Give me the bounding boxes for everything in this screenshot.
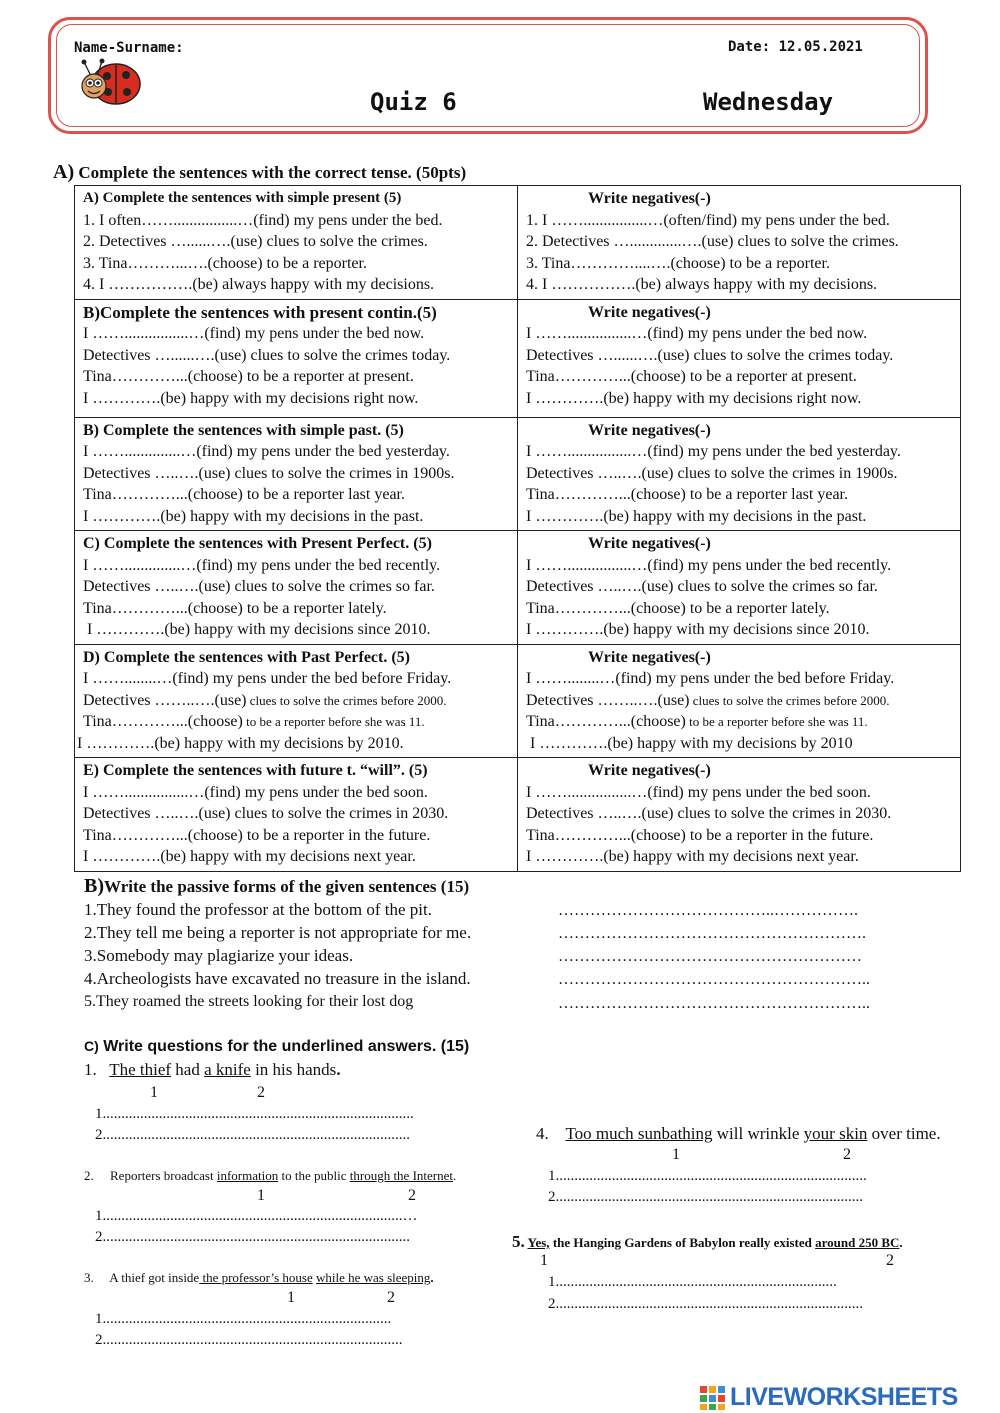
underlined-answer: a knife — [204, 1060, 251, 1079]
sentence-line: Tina…………...(choose) to be a reporter last year. — [526, 486, 848, 503]
answer-line[interactable]: 1........................................................................... — [548, 1274, 837, 1290]
question-text: . — [430, 1270, 434, 1285]
sentence-line: Tina…………...(choose) to be a reporter lately. — [83, 599, 387, 617]
mark-1: 1 — [287, 1289, 295, 1306]
negatives-title: Write negatives(-) — [588, 190, 711, 207]
sentence-line: Tina…………...(choose) to be a reporter in the future. — [526, 826, 874, 844]
question-text: . — [453, 1168, 457, 1183]
block-left — [75, 758, 518, 872]
block-left — [75, 417, 518, 531]
sentence-line: I ……................…(find) my pens under the bed soon. — [83, 783, 428, 801]
question-3 — [84, 1270, 434, 1286]
block-right — [518, 417, 961, 531]
negatives-title: Write negatives(-) — [588, 421, 711, 439]
sentence-line: I ……................…(find) my pens under the bed recently. — [526, 556, 892, 574]
sentence-part-small: to be a reporter before she was 11. — [242, 714, 425, 729]
underlined-answer: Too much sunbathing — [565, 1124, 713, 1143]
name-surname-label: Name-Surname: — [74, 40, 184, 56]
block-present-perfect — [75, 531, 961, 645]
sentence-line: Detectives …......….(use) clues to solve the crimes today. — [83, 346, 451, 364]
answer-line[interactable]: …………………………………..……………. — [558, 902, 858, 919]
question-text: over time. — [867, 1124, 941, 1143]
date-label: Date: 12.05.2021 — [728, 39, 863, 55]
block-left — [75, 299, 518, 417]
sentence-line: I ………….(be) happy with my decisions next year. — [526, 848, 859, 865]
sentence-line: I ……..............…(find) my pens under the bed yesterday. — [83, 443, 450, 460]
mark-1: 1 — [672, 1146, 680, 1163]
sentence-line: 3. Tina…………....….(choose) to be a reporter. — [526, 254, 830, 272]
sentence-line — [83, 690, 509, 712]
section-a-title-text: Complete the sentences with the correct tense. (50pts) — [78, 163, 467, 182]
question-number: 5. — [512, 1232, 525, 1251]
block-title: C) Complete the sentences with Present Perfect. (5) — [83, 535, 432, 552]
question-number: 3. — [84, 1270, 94, 1285]
sentence-line: 2. Detectives ….............….(use) clues to solve the crimes. — [526, 233, 899, 250]
underlined-answer: while he was sleeping — [315, 1270, 431, 1285]
question-5 — [512, 1232, 903, 1252]
question-1 — [84, 1060, 341, 1080]
sentence-line: I ………….(be) happy with my decisions right now. — [526, 389, 862, 407]
underlined-answer: The thief — [109, 1060, 172, 1079]
sentence-part: Detectives ……..….(use) — [526, 691, 690, 709]
passive-sentence: 1.They found the professor at the bottom of the pit. — [84, 900, 432, 919]
sentence-line: I ………….(be) happy with my decisions since 2010. — [83, 621, 431, 638]
day-label: Wednesday — [703, 88, 834, 116]
sentence-line: 3. Tina………...….(choose) to be a reporter. — [83, 254, 367, 272]
brand-name: LIVEWORKSHEETS — [730, 1383, 958, 1411]
sentence-line: Tina…………...(choose) to be a reporter at present. — [526, 368, 857, 385]
negatives-title: Write negatives(-) — [588, 648, 711, 666]
mark-2: 2 — [408, 1187, 416, 1204]
question-text: Reporters broadcast — [110, 1168, 217, 1183]
block-right — [518, 299, 961, 417]
section-c-title — [84, 1038, 469, 1056]
question-4 — [536, 1124, 941, 1144]
sentence-line: I ……................…(find) my pens under the bed now. — [526, 325, 868, 342]
block-left — [75, 186, 518, 300]
block-simple-past — [75, 417, 961, 531]
answer-line[interactable]: 1................................................................................... — [548, 1168, 867, 1184]
question-text: to the public — [278, 1168, 350, 1183]
block-right — [518, 531, 961, 645]
sentence-line: I ………….(be) happy with my decisions in the past. — [526, 507, 867, 525]
sentence-line: I ……..............…(find) my pens under the bed recently. — [83, 556, 441, 574]
underlined-answer: the professor’s house — [199, 1270, 313, 1285]
question-number: 4. — [536, 1124, 549, 1143]
answer-line[interactable]: 2................................................................................ — [95, 1332, 403, 1348]
sentence-line: I ………….(be) happy with my decisions right now. — [83, 389, 419, 407]
block-right — [518, 644, 961, 758]
block-simple-present — [75, 186, 961, 300]
sentence-line: 1. I ……................…(often/find) my pens under the bed. — [526, 211, 890, 229]
passive-sentence: 5.They roamed the streets looking for their lost dog — [84, 993, 414, 1010]
sentence-line: Tina…………...(choose) to be a reporter in the future. — [83, 826, 431, 844]
sentence-line: I ………….(be) happy with my decisions by 2010. — [77, 734, 404, 752]
underlined-answer: Yes, — [527, 1235, 550, 1250]
question-text: the Hanging Gardens of Babylon really existed — [549, 1235, 816, 1250]
section-c-letter: C) — [84, 1038, 99, 1054]
sentence-line: 4. I …………….(be) always happy with my decisions. — [83, 276, 435, 293]
mark-1: 1 — [540, 1252, 548, 1269]
answer-line[interactable]: ………………………………………………….. — [558, 971, 870, 988]
mark-2: 2 — [843, 1146, 851, 1163]
section-b-title-text: Write the passive forms of the given sentences (15) — [104, 877, 470, 896]
block-present-continuous — [75, 299, 961, 417]
sentence-line: 4. I …………….(be) always happy with my decisions. — [526, 276, 878, 293]
answer-line[interactable]: 1............................................................................. — [95, 1311, 392, 1327]
sentence-line: Detectives …..….(use) clues to solve the crimes in 1900s. — [83, 464, 455, 482]
sentence-part-small: to be a reporter before she was 11. — [685, 714, 868, 729]
negatives-title: Write negatives(-) — [588, 303, 711, 321]
sentence-line: Detectives …..….(use) clues to solve the crimes so far. — [83, 578, 435, 595]
answer-line[interactable]: 1................................................................................… — [95, 1208, 418, 1224]
sentence-line: Tina…………...(choose) to be a reporter at present. — [83, 368, 414, 385]
mark-1: 1 — [257, 1187, 265, 1204]
logo-grid-icon — [700, 1386, 726, 1410]
sentence-line: Tina…………...(choose) to be a reporter lately. — [526, 599, 830, 617]
sentence-line: I ……................…(find) my pens under the bed yesterday. — [526, 443, 901, 460]
sentence-line: I ………….(be) happy with my decisions since 2010. — [526, 621, 870, 638]
block-left — [75, 531, 518, 645]
sentence-line: I ………….(be) happy with my decisions next year. — [83, 848, 416, 865]
sentence-line: 2. Detectives …......….(use) clues to solve the crimes. — [83, 233, 428, 250]
section-a-title — [53, 161, 466, 184]
question-text: A thief got inside — [109, 1270, 200, 1285]
sentence-part: Tina…………...(choose) — [83, 713, 243, 730]
sentence-line: I ………….(be) happy with my decisions by 2010 — [526, 734, 853, 752]
question-text: will wrinkle — [712, 1124, 804, 1143]
sentence-line: Detectives …..….(use) clues to solve the crimes so far. — [526, 578, 878, 595]
question-text: . — [899, 1235, 903, 1250]
underlined-answer: information — [216, 1168, 279, 1183]
answer-line[interactable]: 2.................................................................................. — [95, 1127, 410, 1143]
question-text: in his hands — [250, 1060, 337, 1079]
underlined-answer: around 250 BC — [815, 1235, 900, 1250]
sentence-line: Detectives …..….(use) clues to solve the crimes in 1900s. — [526, 464, 898, 482]
mark-1: 1 — [150, 1084, 158, 1101]
mark-2: 2 — [387, 1289, 395, 1306]
section-a-letter: A) — [53, 161, 75, 183]
question-number: 1. — [84, 1060, 97, 1079]
sentence-line: Tina…………...(choose) to be a reporter last year. — [83, 486, 405, 503]
mark-2: 2 — [257, 1084, 265, 1101]
passive-sentence: 2.They tell me being a reporter is not appropriate for me. — [84, 923, 472, 942]
answer-line[interactable]: 2.................................................................................. — [548, 1189, 863, 1205]
block-title: B) Complete the sentences with simple past. (5) — [83, 421, 404, 439]
sentence-line: I ……........…(find) my pens under the bed before Friday. — [526, 670, 895, 687]
block-left — [75, 644, 518, 758]
tense-exercise-table — [74, 185, 961, 872]
liveworksheets-logo — [700, 1383, 958, 1412]
sentence-line: Detectives …..….(use) clues to solve the crimes in 2030. — [526, 805, 892, 822]
underlined-answer: your skin — [803, 1124, 868, 1143]
section-b-letter: B) — [84, 875, 104, 897]
block-right — [518, 186, 961, 300]
sentence-line: I ……........…(find) my pens under the bed before Friday. — [83, 670, 452, 687]
block-past-perfect — [75, 644, 961, 758]
passive-sentence: 4.Archeologists have excavated no treasure in the island. — [84, 969, 471, 988]
question-number: 2. — [84, 1168, 94, 1183]
sentence-line — [526, 690, 952, 712]
question-2 — [84, 1168, 456, 1184]
answer-line[interactable]: ………………………………………………….. — [558, 995, 870, 1012]
negatives-title: Write negatives(-) — [588, 535, 711, 552]
question-text: had — [171, 1060, 205, 1079]
sentence-line: I ………….(be) happy with my decisions in the past. — [83, 507, 424, 525]
underlined-answer: through the Internet — [349, 1168, 453, 1183]
ladybug-icon — [74, 56, 144, 110]
sentence-line: I ……................…(find) my pens under the bed now. — [83, 325, 425, 342]
sentence-part-small: clues to solve the crimes before 2000. — [246, 692, 447, 708]
sentence-line — [526, 711, 952, 733]
sentence-line: Detectives …......….(use) clues to solve the crimes today. — [526, 346, 894, 364]
answer-line[interactable]: ………………………………………………… — [558, 948, 862, 965]
sentence-line: Detectives …..….(use) clues to solve the crimes in 2030. — [83, 805, 449, 822]
block-title: E) Complete the sentences with future t. “will”. (5) — [83, 762, 428, 779]
sentence-line — [83, 711, 509, 733]
mark-2: 2 — [886, 1252, 894, 1269]
block-right — [518, 758, 961, 872]
sentence-line: 1. I often……................…(find) my pens under the bed. — [83, 211, 443, 229]
answer-line[interactable]: …………………………………………………. — [558, 925, 866, 942]
negatives-title: Write negatives(-) — [588, 762, 711, 779]
quiz-title: Quiz 6 — [370, 88, 457, 116]
sentence-part: Detectives ……..….(use) — [83, 691, 247, 709]
sentence-part-small: clues to solve the crimes before 2000. — [689, 692, 890, 708]
block-title: B)Complete the sentences with present contin.(5) — [83, 302, 437, 322]
question-text: . — [336, 1060, 341, 1079]
section-c-title-text: Write questions for the underlined answers. (15) — [103, 1038, 470, 1055]
answer-line[interactable]: 1................................................................................... — [95, 1106, 414, 1122]
passive-sentence: 3.Somebody may plagiarize your ideas. — [84, 946, 354, 965]
answer-line[interactable]: 2.................................................................................. — [548, 1296, 863, 1312]
block-title: D) Complete the sentences with Past Perfect. (5) — [83, 648, 410, 666]
sentence-part: Tina…………...(choose) — [526, 713, 686, 730]
block-title: A) Complete the sentences with simple present (5) — [83, 190, 402, 206]
answer-line[interactable]: 2.................................................................................. — [95, 1229, 410, 1245]
section-b-title — [84, 875, 469, 898]
sentence-line: I ……................…(find) my pens under the bed soon. — [526, 783, 871, 801]
block-future-will — [75, 758, 961, 872]
